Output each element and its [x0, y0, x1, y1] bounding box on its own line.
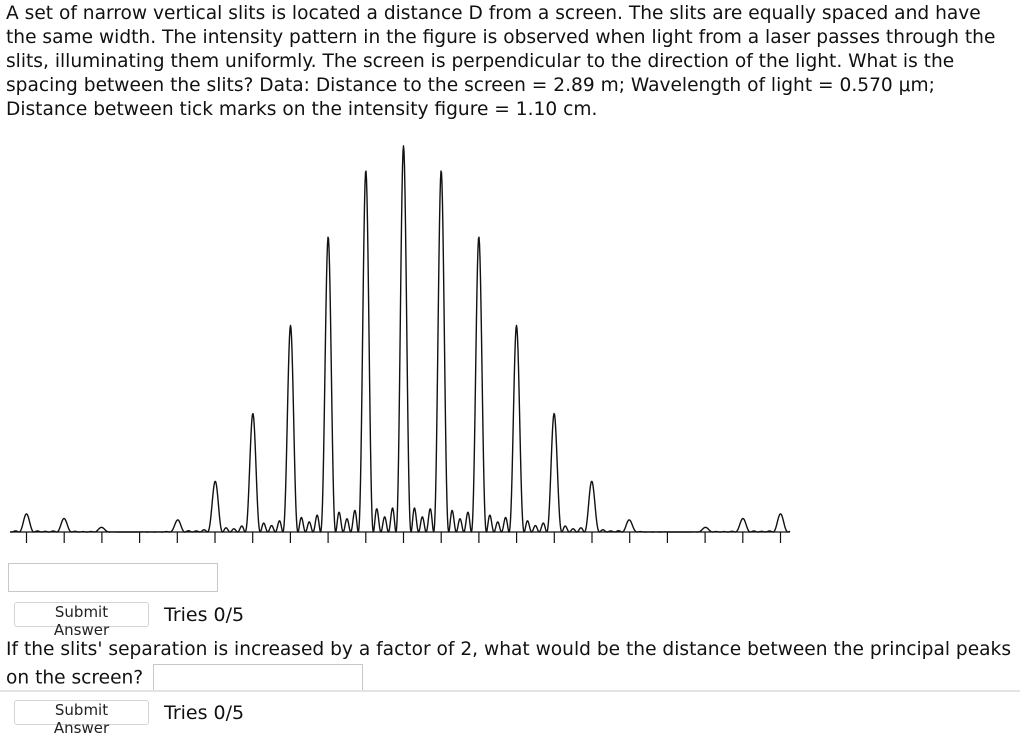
question-2-text — [6, 636, 1016, 693]
submit-answer-button-1[interactable]: Submit Answer — [14, 602, 149, 627]
divider — [0, 690, 1020, 692]
tick-marks — [27, 532, 781, 543]
answer-input-1[interactable] — [8, 563, 218, 592]
tries-counter-2: Tries 0/5 — [164, 702, 245, 724]
submit-answer-button-2[interactable]: Submit Answer — [14, 700, 149, 725]
intensity-curve — [10, 146, 790, 532]
answer-input-2[interactable] — [153, 664, 363, 692]
intensity-pattern-figure — [0, 138, 1024, 553]
question-text: A set of narrow vertical slits is located a distance D from a screen. The slits are equally spaced and have the same width. The intensity pattern in the figure is observed when light from a laser passes through the slits, illuminating them uniformly. The screen is perpendicular to the direction of the light. What is the spacing between the slits? Data: Distance to the screen = 2.89 m; Wavelength of light = 0.570 μm; Distance between tick marks on the intensity figure = 1.10 cm. — [6, 3, 996, 120]
tries-counter-1: Tries 0/5 — [164, 604, 245, 626]
question-2-label: If the slits' separation is increased by a factor of 2, what would be the distance between the principal peaks on the screen? — [6, 639, 1012, 689]
